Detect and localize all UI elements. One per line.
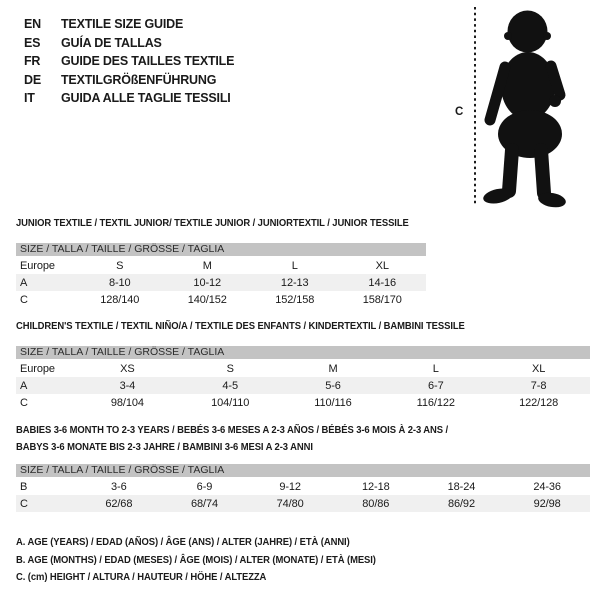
table-row	[16, 377, 590, 394]
table-cell: 3-6	[111, 480, 127, 493]
language-row	[24, 15, 234, 34]
language-row	[24, 89, 234, 108]
baby-silhouette-icon	[448, 4, 600, 210]
table-cell: 152/158	[275, 293, 315, 306]
language-label: GUÍA DE TALLAS	[61, 35, 162, 50]
row-label: A	[20, 276, 28, 289]
language-code: FR	[24, 54, 41, 68]
table-row	[16, 394, 590, 411]
table-cell: 7-8	[530, 379, 547, 392]
legend-line-b: B. AGE (MONTHS) / EDAD (MESES) / ÂGE (MOIS) / ALTER (MONATE) / ETÀ (MESI)	[16, 553, 376, 566]
section-title-babies-line1: BABIES 3-6 MONTH TO 2-3 YEARS / BEBÉS 3-6 MESES A 2-3 AÑOS / BÉBÉS 3-6 MOIS À 2-3 ANS /	[16, 424, 449, 436]
table-cell: 6-9	[196, 480, 213, 493]
language-code: EN	[24, 17, 41, 31]
table-cell: 158/170	[362, 293, 402, 306]
row-label: A	[20, 379, 28, 392]
language-label: TEXTILE SIZE GUIDE	[61, 17, 184, 31]
table-row	[16, 478, 590, 495]
legend-line-c: C. (cm) HEIGHT / ALTURA / HAUTEUR / HÖHE / ALTEZZA	[16, 571, 267, 583]
language-label: TEXTILGRÖßENFÜHRUNG	[61, 72, 217, 87]
table-cell: XS	[120, 362, 135, 375]
table-row	[16, 495, 590, 512]
table-cell: M	[202, 259, 212, 272]
language-code: DE	[24, 72, 41, 87]
size-table-children	[16, 360, 590, 411]
row-label: C	[20, 396, 28, 409]
table-cell: 12-18	[361, 480, 390, 493]
table-cell: 74/80	[276, 497, 304, 510]
table-cell: 92/98	[533, 497, 561, 510]
table-cell: 98/104	[110, 396, 144, 409]
table-cell: 86/92	[447, 497, 475, 510]
row-label: C	[20, 497, 28, 510]
section-title-babies-line2: BABYS 3-6 MONATE BIS 2-3 JAHRE / BAMBINI 3-6 MESI A 2-3 ANNI	[16, 441, 313, 453]
size-header-bar: SIZE / TALLA / TAILLE / GRÖSSE / TAGLIA	[16, 243, 426, 256]
section-title-children: CHILDREN'S TEXTILE / TEXTIL NIÑO/A / TEXTILE DES ENFANTS / KINDERTEXTIL / BAMBINI TESSILE	[16, 320, 465, 332]
legend	[16, 534, 376, 587]
table-cell: XL	[375, 259, 389, 272]
table-cell: 104/110	[211, 396, 250, 409]
table-cell: 122/128	[519, 396, 559, 409]
row-label: Europe	[20, 362, 55, 375]
table-cell: 80/86	[362, 497, 390, 510]
size-table-babies	[16, 478, 590, 512]
table-cell: 10-12	[193, 276, 222, 289]
table-cell: 8-10	[108, 276, 131, 289]
language-label: GUIDE DES TAILLES TEXTILE	[61, 54, 235, 68]
row-label: B	[20, 480, 28, 493]
table-cell: 12-13	[280, 276, 309, 289]
table-cell: S	[226, 362, 234, 375]
table-cell: 116/122	[416, 396, 455, 409]
language-row	[24, 71, 234, 90]
table-cell: 4-5	[222, 379, 238, 392]
table-row	[16, 291, 426, 308]
table-cell: S	[116, 259, 124, 272]
table-cell: 110/116	[314, 396, 352, 409]
size-table-junior	[16, 257, 426, 308]
table-cell: 62/68	[105, 497, 133, 510]
language-code: ES	[24, 35, 41, 50]
table-cell: 18-24	[447, 480, 476, 493]
language-row	[24, 34, 234, 53]
row-label: Europe	[20, 259, 55, 272]
table-row	[16, 274, 426, 291]
table-cell: M	[328, 362, 338, 375]
table-cell: 68/74	[190, 497, 218, 510]
table-cell: 9-12	[279, 480, 301, 493]
table-cell: 14-16	[368, 276, 397, 289]
table-row	[16, 360, 590, 377]
table-cell: 128/140	[100, 293, 140, 306]
table-cell: L	[291, 259, 298, 272]
language-list	[24, 15, 234, 108]
table-cell: XL	[531, 362, 546, 375]
language-row	[24, 52, 234, 71]
section-title-junior: JUNIOR TEXTILE / TEXTIL JUNIOR/ TEXTILE JUNIOR / JUNIORTEXTIL / JUNIOR TESSILE	[16, 217, 409, 229]
legend-line-a: A. AGE (YEARS) / EDAD (AÑOS) / ÂGE (ANS) / ALTER (JAHRE) / ETÀ (ANNI)	[16, 536, 350, 548]
height-measure-label: C	[455, 106, 464, 118]
row-label: C	[20, 293, 28, 306]
language-label: GUIDA ALLE TAGLIE TESSILI	[61, 91, 231, 105]
size-header-bar: SIZE / TALLA / TAILLE / GRÖSSE / TAGLIA	[16, 464, 590, 477]
table-cell: 24-36	[533, 480, 561, 493]
table-row	[16, 257, 426, 274]
table-cell: 5-6	[325, 379, 341, 392]
size-header-bar: SIZE / TALLA / TAILLE / GRÖSSE / TAGLIA	[16, 346, 590, 359]
language-code: IT	[24, 91, 35, 105]
table-cell: 6-7	[427, 379, 444, 392]
table-cell: L	[432, 362, 439, 375]
table-cell: 140/152	[187, 293, 227, 306]
table-cell: 3-4	[119, 379, 136, 392]
